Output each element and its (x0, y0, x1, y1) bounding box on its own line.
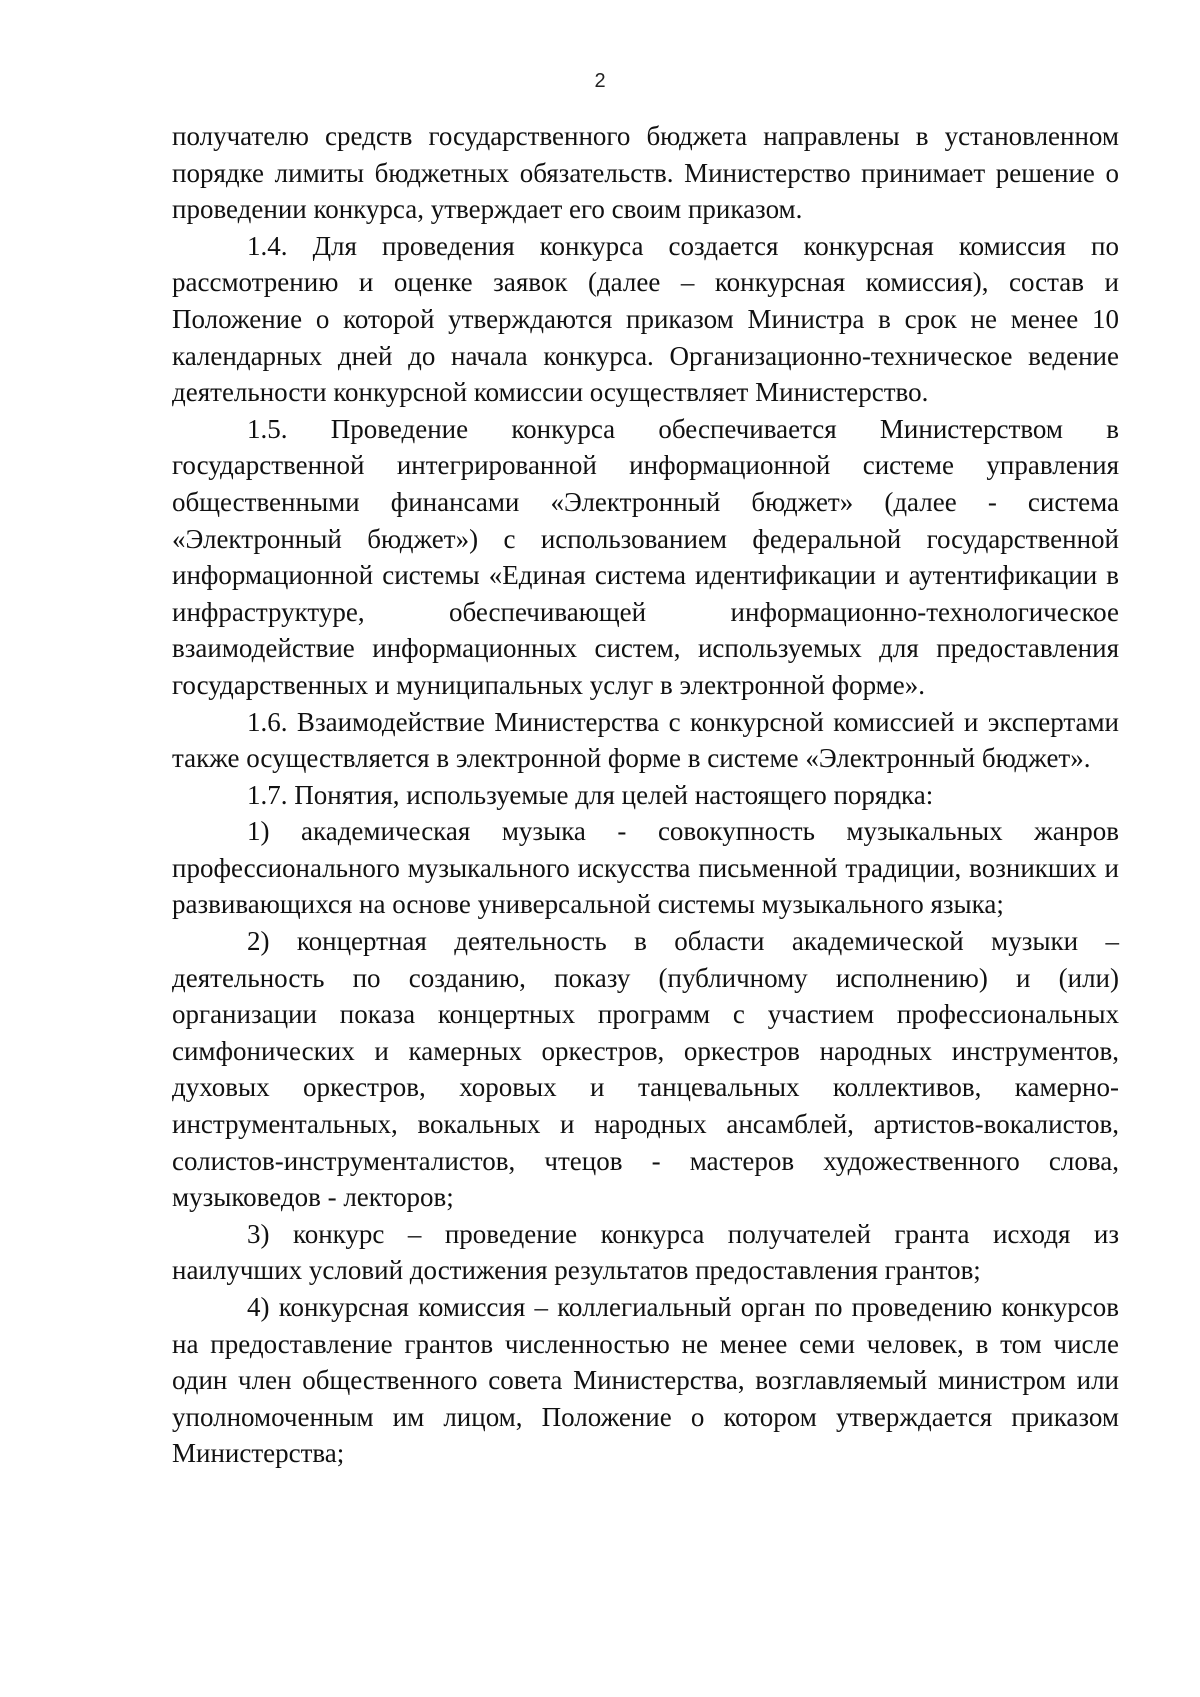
definition-contest: 3) конкурс – проведение конкурса получателей гранта исходя из наилучших условий достижения результатов предоставления грантов; (172, 1218, 1119, 1286)
definition-academic-music: 1) академическая музыка - совокупность музыкальных жанров профессионального музыкального искусства письменной традиции, возникших и развивающихся на основе универсальной системы музыкального языка; (172, 816, 1119, 920)
definition-concert-activity: 2) концертная деятельность в области академической музыки – деятельность по созданию, показу (публичному исполнению) и (или) организации показа концертных программ с участием профессиональных симфонических и камерных оркестров, оркестров народных инструментов, духовых оркестров, хоровых и танцевальных коллективов, камерно-инструментальных, вокальных и народных ансамблей, артистов-вокалистов, солистов-инструменталистов, чтецов - мастеров художественного слова, музыковедов - лекторов; (172, 926, 1119, 1213)
paragraph-1-5: 1.5. Проведение конкурса обеспечивается Министерством в государственной интегрированной информационной системе управления общественными финансами «Электронный бюджет» (далее - система «Электронный бюджет») с использованием федеральной государственной информационной системы «Единая система идентификации и аутентификации в инфраструктуре, обеспечивающей информационно-технологическое взаимодействие информационных систем, используемых для предоставления государственных и муниципальных услуг в электронной форме». (172, 413, 1119, 700)
paragraph-1-4: 1.4. Для проведения конкурса создается конкурсная комиссия по рассмотрению и оценке заявок (далее – конкурсная комиссия), состав и Положение о которой утверждаются приказом Министра в срок не менее 10 календарных дней до начала конкурса. Организационно-техническое ведение деятельности конкурсной комиссии осуществляет Министерство. (172, 230, 1119, 408)
paragraph-budget-limits: получателю средств государственного бюджета направлены в установленном порядке лимиты бюджетных обязательств. Министерство принимает решение о проведении конкурса, утверждает его своим приказом. (172, 121, 1119, 225)
paragraph-1-7: 1.7. Понятия, используемые для целей настоящего порядка: (247, 779, 934, 810)
page-number: 2 (594, 70, 606, 92)
definition-contest-commission: 4) конкурсная комиссия – коллегиальный орган по проведению конкурсов на предоставление грантов численностью не менее семи человек, в том числе один член общественного совета Министерства, возглавляемый министром или уполномоченным им лицом, Положение о котором утверждается приказом Министерства; (172, 1292, 1119, 1469)
document-body (172, 118, 1119, 1472)
paragraph-1-6: 1.6. Взаимодействие Министерства с конкурсной комиссией и экспертами также осуществляется в электронной форме в системе «Электронный бюджет». (172, 706, 1119, 774)
